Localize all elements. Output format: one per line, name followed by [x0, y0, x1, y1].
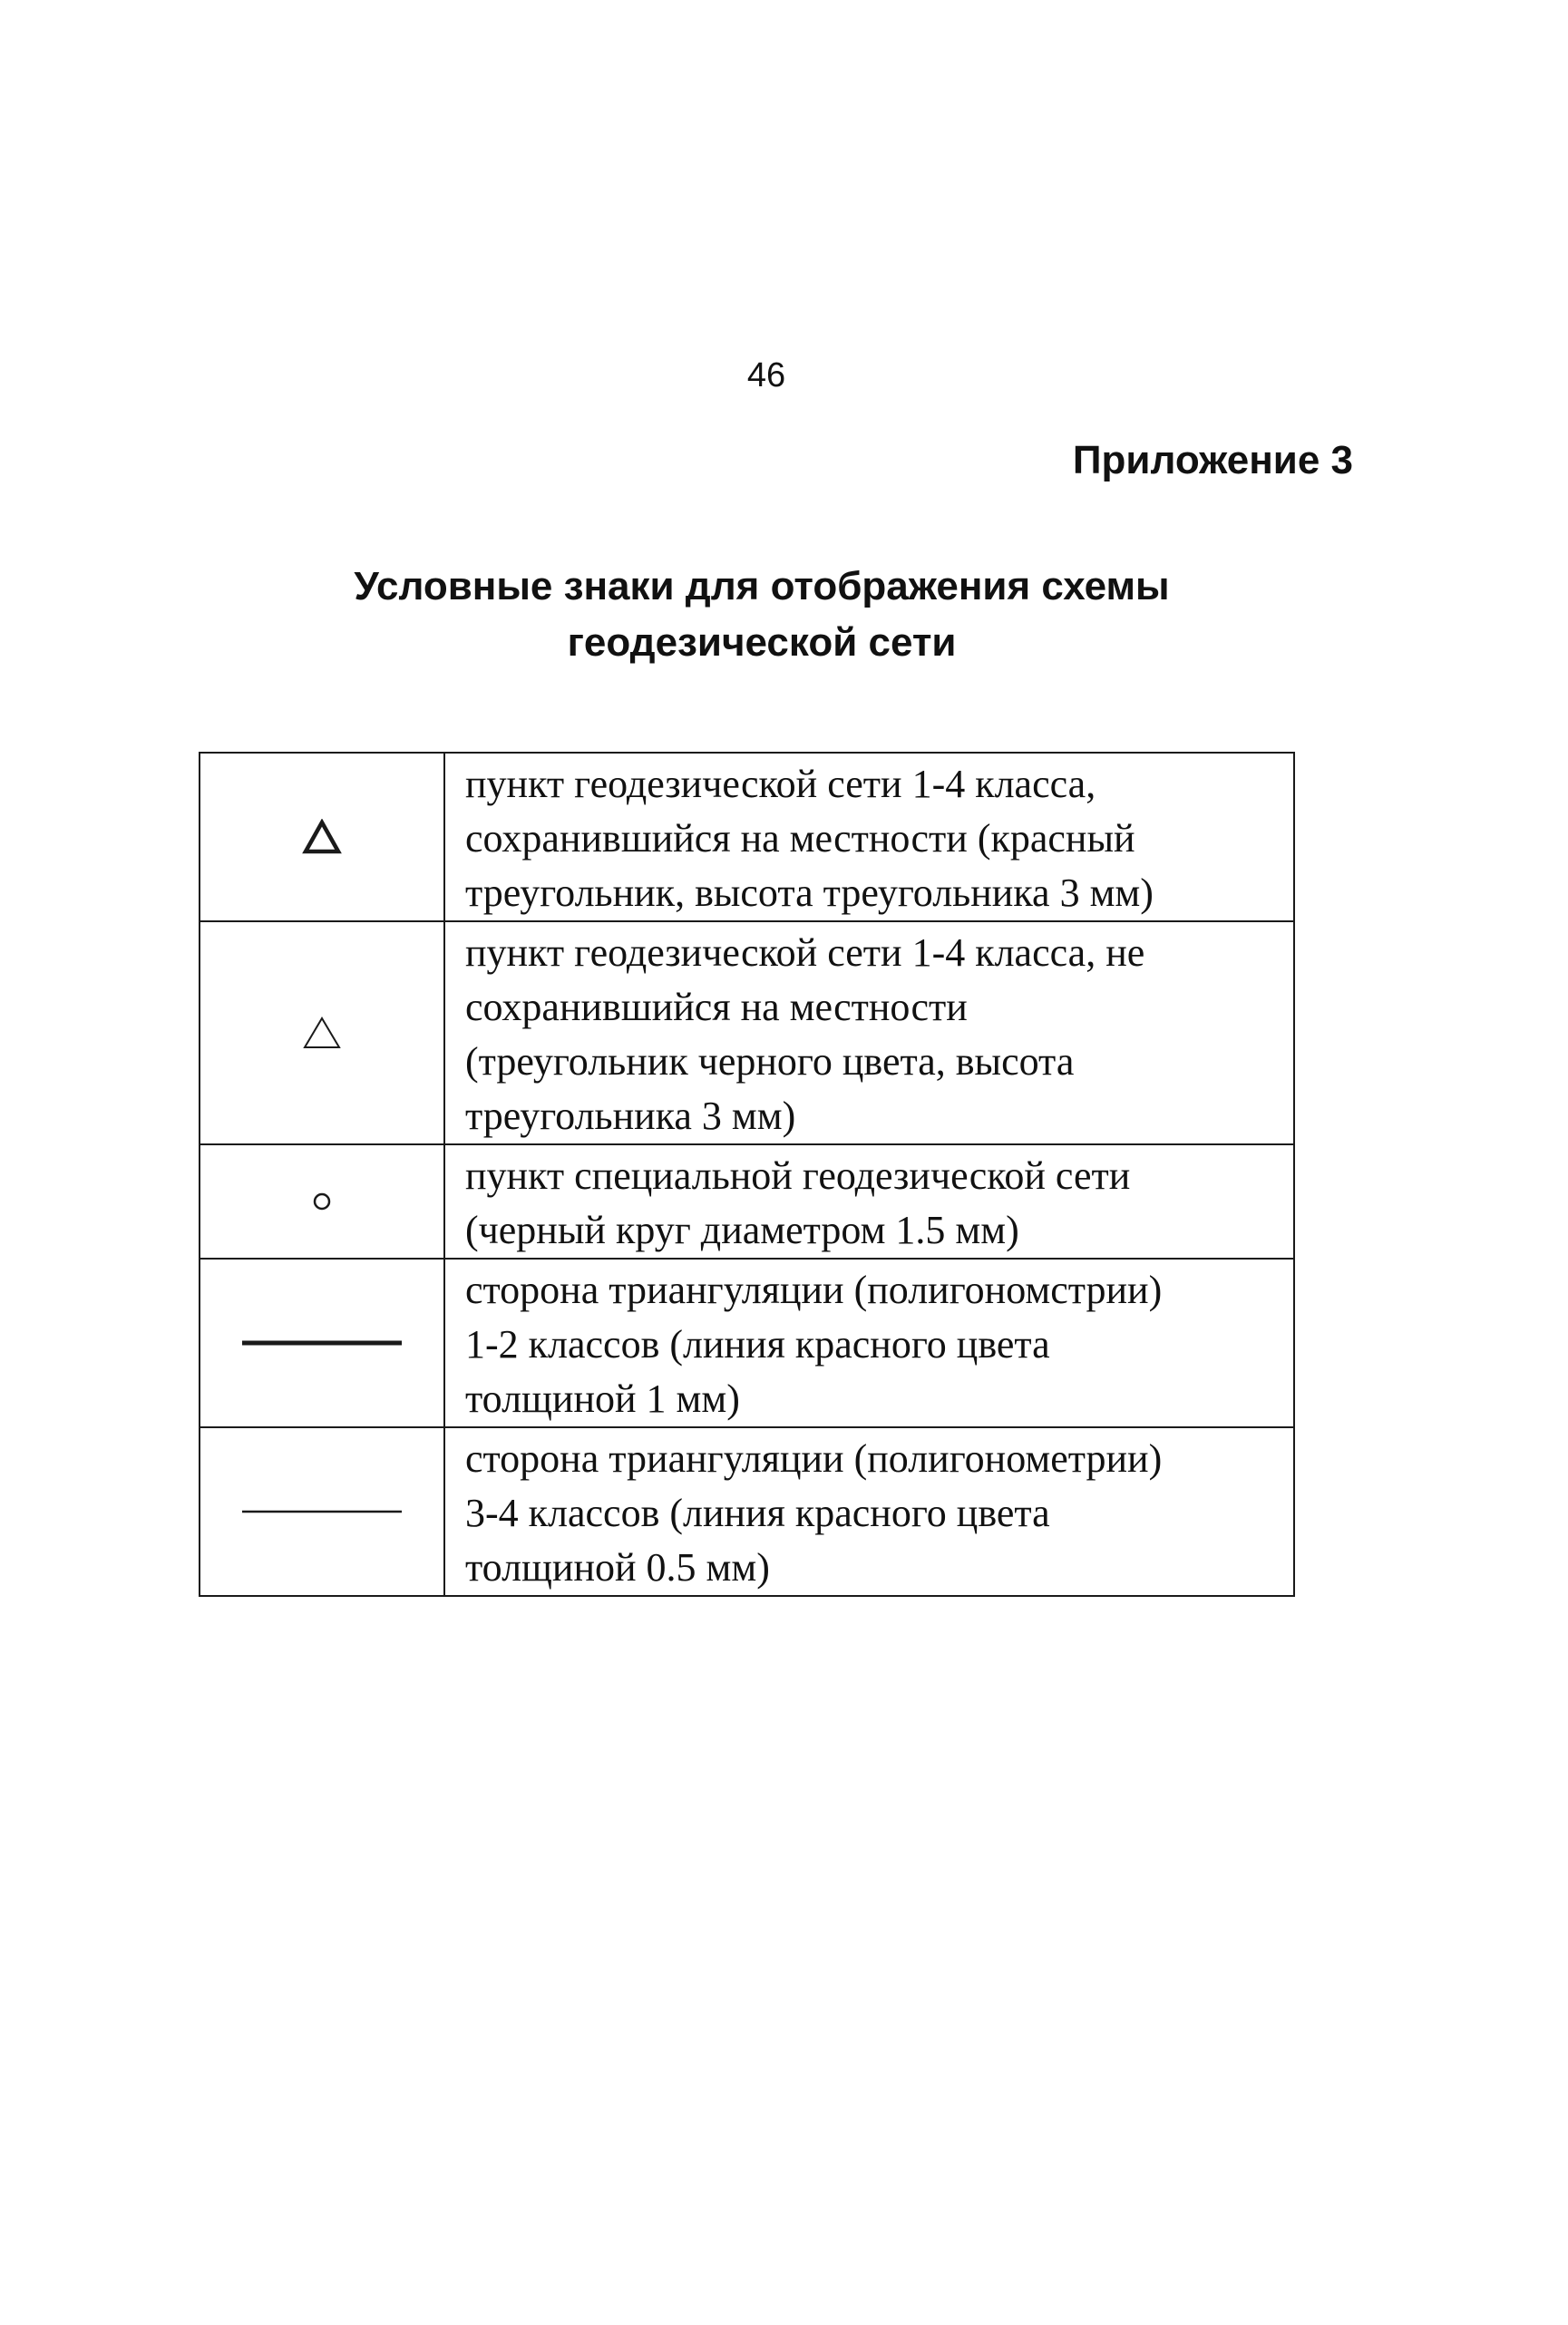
appendix-label: Приложение 3 [1072, 438, 1353, 482]
legend-row [200, 1427, 1294, 1596]
legend-description-line: сохранившийся на местности [465, 985, 968, 1029]
legend-description [444, 1144, 1294, 1259]
legend-symbol-cell [200, 921, 444, 1144]
legend-description-line: (черный круг диаметром 1.5 мм) [465, 1208, 1019, 1252]
legend-symbol-cell [200, 1427, 444, 1596]
legend-row [200, 921, 1294, 1144]
legend-description [444, 1427, 1294, 1596]
legend-description-line: треугольник, высота треугольника 3 мм) [465, 871, 1154, 915]
legend-description [444, 1259, 1294, 1427]
legend-description [444, 753, 1294, 921]
legend-description-line: пункт геодезической сети 1-4 класса, [465, 762, 1096, 806]
legend-description-line: 3-4 классов (линия красного цвета [465, 1491, 1050, 1535]
legend-description-line: толщиной 0.5 мм) [465, 1545, 770, 1590]
legend-row [200, 1259, 1294, 1427]
circle-icon [311, 1191, 333, 1212]
document-title-line: Условные знаки для отображения схемы [354, 564, 1170, 608]
thick-line-icon [240, 1338, 404, 1348]
outline-triangle-icon [301, 1015, 343, 1051]
legend-description-line: 1-2 классов (линия красного цвета [465, 1322, 1050, 1367]
thin-line-icon [240, 1506, 404, 1517]
legend-description-line: сторона триангуляции (полигономстрии) [465, 1268, 1163, 1312]
page-number: 46 [746, 356, 786, 394]
legend-row [200, 1144, 1294, 1259]
legend-symbol-cell [200, 1259, 444, 1427]
legend-description-line: толщиной 1 мм) [465, 1377, 740, 1421]
legend-description-line: пункт геодезической сети 1-4 класса, не [465, 930, 1145, 975]
legend-description-line: (треугольник черного цвета, высота [465, 1039, 1075, 1084]
legend-description-line: треугольника 3 мм) [465, 1094, 796, 1138]
legend-description-line: сторона триангуляции (полигонометрии) [465, 1436, 1163, 1481]
document-title-line: геодезической сети [567, 620, 957, 665]
legend-symbol-cell [200, 1144, 444, 1259]
document-title [218, 559, 1306, 671]
legend-description-line: пункт специальной геодезической сети [465, 1153, 1131, 1198]
legend-row [200, 753, 1294, 921]
legend-description [444, 921, 1294, 1144]
legend-description-line: сохранившийся на местности (красный [465, 816, 1135, 861]
legend-symbol-cell [200, 753, 444, 921]
filled-triangle-icon [302, 819, 342, 855]
legend-table [199, 752, 1295, 1597]
